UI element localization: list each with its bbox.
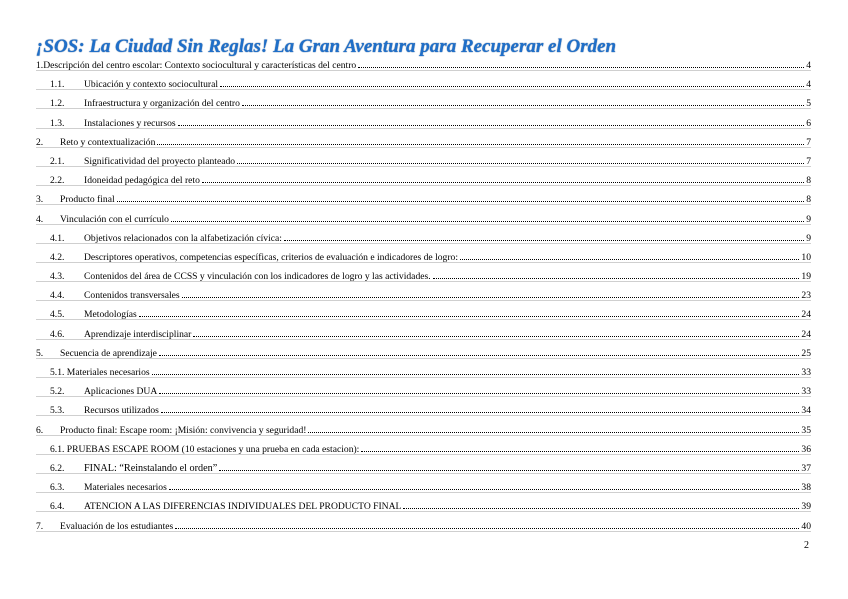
toc-entry-page: 33 — [801, 386, 811, 398]
toc-entry-number: 2.2. — [50, 175, 65, 187]
toc-entry-title: Materiales necesarios — [84, 482, 167, 494]
toc-entry[interactable] — [36, 320, 811, 339]
toc-entry[interactable] — [36, 474, 811, 493]
toc-entry-page: 19 — [801, 271, 811, 283]
toc-entry-number: 6.3. — [50, 482, 65, 494]
toc-entry-page: 9 — [806, 232, 811, 244]
toc-leader-dots — [220, 85, 804, 87]
toc-entry-number: 1.2. — [50, 98, 65, 110]
toc-leader-dots — [242, 104, 804, 106]
toc-entry-title: Contenidos transversales — [84, 290, 180, 302]
toc-entry-page: 24 — [801, 328, 811, 340]
toc-entry[interactable] — [36, 282, 811, 301]
toc-entry[interactable] — [36, 244, 811, 263]
toc-entry-title: Evaluación de los estudiantes — [60, 520, 174, 532]
toc-leader-dots — [202, 181, 804, 183]
toc-leader-dots — [152, 373, 800, 375]
toc-leader-dots — [182, 296, 800, 298]
toc-entry-title: Significatividad del proyecto planteado — [84, 155, 236, 167]
toc-entry-number: 2.1. — [50, 155, 65, 167]
toc-entry[interactable] — [36, 512, 811, 531]
toc-leader-dots — [175, 527, 799, 529]
toc-entry[interactable] — [36, 263, 811, 282]
toc-entry-title: Ubicación y contexto sociocultural — [84, 79, 219, 91]
toc-entry[interactable] — [36, 71, 811, 90]
toc-leader-dots — [284, 239, 804, 241]
toc-entry-page: 5 — [806, 98, 811, 110]
toc-entry-title: Vinculación con el currículo — [60, 213, 169, 225]
toc-entry-number: 3. — [36, 194, 44, 206]
toc-entry-number: 5.2. — [50, 386, 65, 398]
toc-entry-page: 4 — [806, 60, 811, 71]
document-title: ¡SOS: La Ciudad Sin Reglas! La Gran Aventura para Recuperar el Orden — [36, 36, 617, 57]
toc-entry[interactable] — [36, 436, 811, 455]
toc-leader-dots — [219, 469, 799, 471]
toc-entry-page: 8 — [806, 175, 811, 187]
toc-entry-page: 36 — [801, 443, 811, 455]
toc-leader-dots — [157, 143, 804, 145]
toc-entry-page: 7 — [806, 155, 811, 167]
toc-entry-page: 34 — [801, 405, 811, 417]
toc-entry-title: Aplicaciones DUA — [84, 386, 158, 398]
toc-entry-title: Recursos utilizados — [84, 405, 159, 417]
toc-entry-page: 23 — [801, 290, 811, 302]
toc-entry-title: 5.1. Materiales necesarios — [50, 367, 150, 378]
toc-leader-dots — [159, 354, 799, 356]
toc-leader-dots — [161, 411, 800, 413]
toc-entry[interactable] — [36, 225, 811, 244]
toc-entry-number: 4.3. — [50, 271, 65, 283]
toc-entry-page: 9 — [806, 213, 811, 225]
toc-entry[interactable] — [36, 148, 811, 167]
toc-entry-title: 6.1. PRUEBAS ESCAPE ROOM (10 estaciones y una prueba en cada estacion): — [50, 443, 360, 455]
toc-entry-title: Instalaciones y recursos — [84, 117, 176, 129]
toc-entry[interactable] — [36, 416, 811, 435]
toc-entry-number: 4.6. — [50, 328, 65, 340]
toc-entry[interactable] — [36, 378, 811, 397]
toc-entry[interactable] — [36, 205, 811, 224]
page-number: 2 — [804, 540, 809, 551]
toc-leader-dots — [117, 200, 805, 202]
toc-entry-title: ATENCION A LAS DIFERENCIAS INDIVIDUALES DEL PRODUCTO FINAL — [84, 501, 402, 513]
toc-entry-number: 4.2. — [50, 251, 65, 263]
toc-entry-title: Contenidos del área de CCSS y vinculación con los indicadores de logro y las actividades. — [84, 271, 431, 283]
toc-entry-title: FINAL: “Reinstalando el orden” — [84, 462, 218, 474]
toc-leader-dots — [460, 258, 799, 260]
toc-entry-number: 7. — [36, 520, 44, 532]
toc-entry-title: Producto final: Escape room: ¡Misión: convivencia y seguridad! — [60, 424, 307, 436]
toc-entry-title: Idoneidad pedagógica del reto — [84, 175, 200, 187]
table-of-contents — [36, 57, 811, 532]
toc-entry[interactable] — [36, 397, 811, 416]
toc-leader-dots — [403, 507, 799, 509]
toc-entry-page: 6 — [806, 117, 811, 129]
toc-entry[interactable] — [36, 109, 811, 128]
toc-entry[interactable] — [36, 57, 811, 71]
toc-entry-page: 35 — [801, 424, 811, 436]
toc-entry-page: 4 — [806, 79, 811, 91]
toc-entry[interactable] — [36, 129, 811, 148]
toc-entry-title: Infraestructura y organización del centro — [84, 98, 240, 110]
toc-entry-number: 6. — [36, 424, 44, 436]
toc-entry-title: Objetivos relacionados con la alfabetización cívica: — [84, 232, 282, 244]
toc-entry-number: 4.5. — [50, 309, 65, 321]
toc-entry[interactable] — [36, 186, 811, 205]
toc-entry-title: Aprendizaje interdisciplinar — [84, 328, 192, 340]
toc-entry-page: 10 — [801, 251, 811, 263]
toc-entry-page: 39 — [801, 501, 811, 513]
toc-entry-title: Secuencia de aprendizaje — [60, 347, 157, 359]
toc-leader-dots — [171, 220, 804, 222]
toc-entry-title: Metodologías — [84, 309, 137, 321]
toc-leader-dots — [358, 66, 804, 68]
toc-entry-number: 5. — [36, 347, 44, 359]
toc-entry-number: 4.4. — [50, 290, 65, 302]
toc-entry[interactable] — [36, 493, 811, 512]
toc-entry-number: 5.3. — [50, 405, 65, 417]
toc-leader-dots — [433, 277, 800, 279]
toc-entry-page: 25 — [801, 347, 811, 359]
toc-leader-dots — [308, 431, 799, 433]
toc-leader-dots — [193, 335, 799, 337]
toc-entry-title: Reto y contextualización — [60, 136, 156, 148]
toc-entry-title: Descriptores operativos, competencias específicas, criterios de evaluación e indicadores de logro: — [84, 251, 459, 263]
toc-leader-dots — [159, 392, 799, 394]
toc-leader-dots — [361, 450, 799, 452]
toc-entry-page: 8 — [806, 194, 811, 206]
toc-entry-title: Producto final — [60, 194, 115, 206]
toc-leader-dots — [169, 488, 800, 490]
toc-entry-title: 1.Descripción del centro escolar: Contexto sociocultural y características del centro — [36, 60, 357, 71]
toc-leader-dots — [237, 162, 804, 164]
toc-entry-page: 37 — [801, 462, 811, 474]
toc-entry-number: 6.4. — [50, 501, 65, 513]
toc-entry-number: 4. — [36, 213, 44, 225]
toc-entry[interactable] — [36, 90, 811, 109]
toc-entry-page: 33 — [801, 367, 811, 378]
toc-entry-page: 24 — [801, 309, 811, 321]
toc-entry[interactable] — [36, 340, 811, 359]
toc-entry-number: 6.2. — [50, 462, 65, 474]
toc-entry-number: 4.1. — [50, 232, 65, 244]
toc-entry-page: 38 — [801, 482, 811, 494]
toc-leader-dots — [139, 315, 800, 317]
toc-entry-number: 1.3. — [50, 117, 65, 129]
toc-entry-page: 40 — [801, 520, 811, 532]
toc-entry[interactable] — [36, 167, 811, 186]
toc-entry[interactable] — [36, 455, 811, 474]
toc-entry[interactable] — [36, 301, 811, 320]
toc-entry-number: 2. — [36, 136, 44, 148]
toc-entry-number: 1.1. — [50, 79, 65, 91]
toc-entry[interactable] — [36, 359, 811, 378]
toc-leader-dots — [178, 124, 805, 126]
toc-entry-page: 7 — [806, 136, 811, 148]
